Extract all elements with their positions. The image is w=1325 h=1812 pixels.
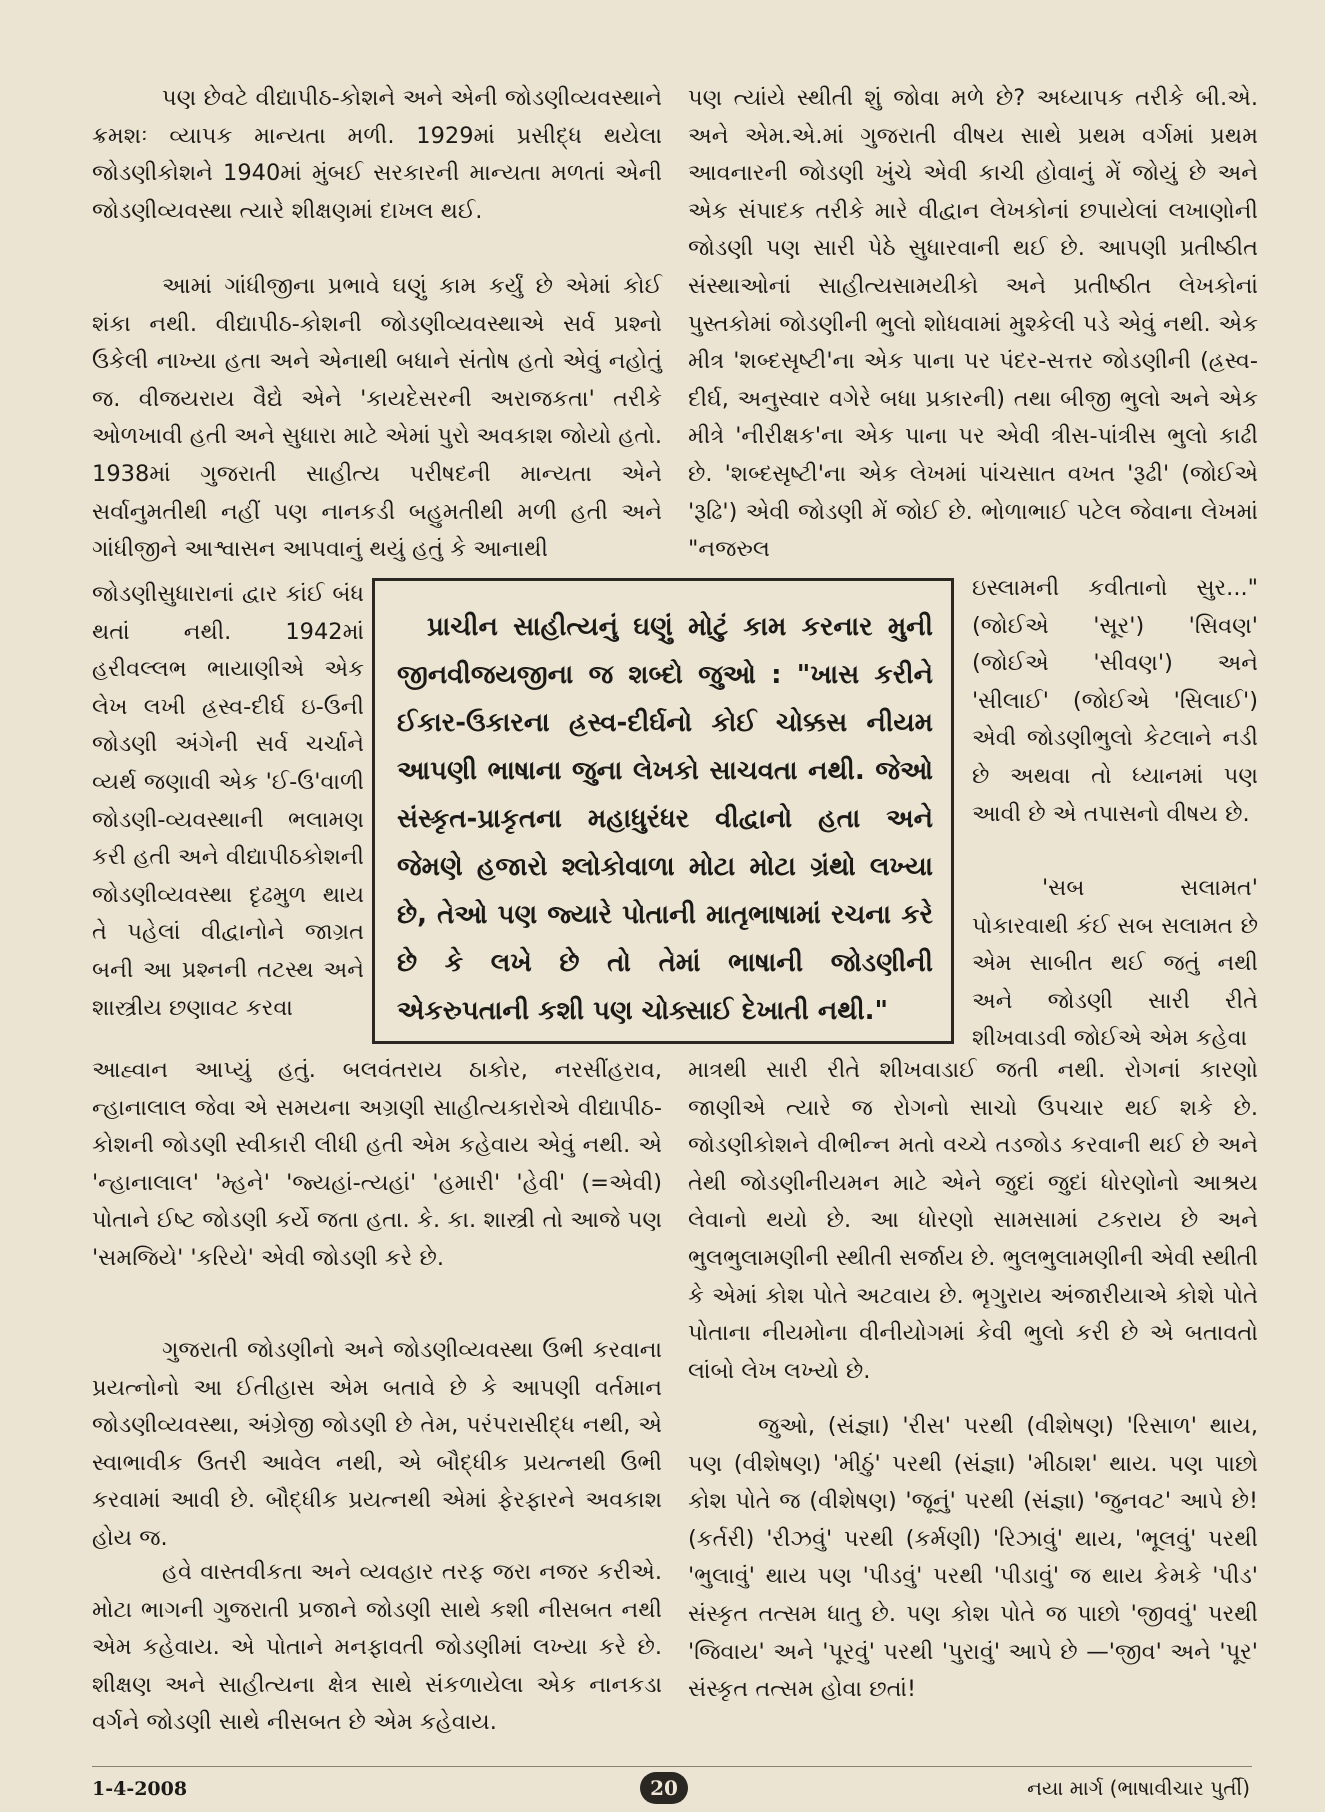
page-number-badge: 20: [640, 1772, 688, 1804]
right-paragraph-1: પણ ત્યાંયે સ્થીતી શું જોવા મળે છે? અધ્યાપક તરીકે બી.એ. અને એમ.એ.માં ગુજરાતી વીષય સાથે પ્રથમ વર્ગમાં પ્રથમ આવનારની જોડણી ખુંચે એવી કાચી હોવાનું મેં જોયું છે અને એક સંપાદક તરીકે મારે વીદ્વાન લેખકોનાં છપાયેલાં લખાણોની જોડણી પણ સારી પેઠે સુધારવાની થઈ છે. આપણી પ્રતીષ્ઠીત સંસ્થાઓનાં સાહીત્યસામયીકો અને પ્રતીષ્ઠીત લેખકોનાં પુસ્તકોમાં જોડણીની ભુલો શોધવામાં મુશ્કેલી પડે એવું નથી. એક મીત્ર 'શબ્દસૃષ્ટી'ના એક પાના પર પંદર-સત્તર જોડણીની (હ્રસ્વ-દીર્ઘ, અનુસ્વાર વગેરે બધા પ્રકારની) તથા બીજી ભુલો અને એક મીત્રે 'નીરીક્ષક'ના એક પાના પર એવી ત્રીસ-પાંત્રીસ ભુલો કાઢી છે. 'શબ્દસૃષ્ટી'ના એક લેખમાં પાંચસાત વખત 'રૂઢી' (જોઈએ 'રૂઢિ') એવી જોડણી મેં જોઈ છે. ભોળાભાઈ પટેલ જેવાના લેખમાં "નજરુલ: [688, 85, 1258, 563]
left-paragraph-4: હવે વાસ્તવીકતા અને વ્યવહાર તરફ જરા નજર કરીએ. મોટા ભાગની ગુજરાતી પ્રજાને જોડણી સાથે કશી નીસબત નથી એમ કહેવાય. એ પોતાને મનફાવતી જોડણીમાં લખ્યા કરે છે. શીક્ષણ અને સાહીત્યના ક્ષેત્ર સાથે સંકળાયેલા એક નાનકડા વર્ગને જોડણી સાથે નીસબત છે એમ કહેવાય.: [92, 1559, 662, 1736]
left-paragraph-2: આમાં ગાંધીજીના પ્રભાવે ઘણું કામ કર્યું છે એમાં કોઈ શંકા નથી. વીદ્યાપીઠ-કોશની જોડણીવ્યવસ્થાએ સર્વ પ્રશ્નો ઉકેલી નાખ્યા હતા અને એનાથી બધાને સંતોષ હતો એવું નહોતું જ. વીજયરાય વૈદ્યે એને 'કાયદેસરની અરાજકતા' તરીકે ઓળખાવી હતી અને સુધારા માટે એમાં પુરો અવકાશ જોયો હતો. 1938માં ગુજરાતી સાહીત્ય પરીષદની માન્યતા એને સર્વાનુમતીથી નહીં પણ નાનકડી બહુમતીથી મળી હતી અને ગાંધીજીને આશ્વાસન આપવાનું થયું હતું કે આનાથી: [92, 273, 662, 563]
magazine-title: નયા માર્ગ (ભાષાવીચાર પુર્તી): [1027, 1776, 1250, 1800]
left-paragraph-1: પણ છેવટે વીદ્યાપીઠ-કોશને અને એની જોડણીવ્યવસ્થાને ક્રમશઃ વ્યાપક માન્યતા મળી. 1929માં પ્રસીદ્ધ થયેલા જોડણીકોશને 1940માં મુંબઈ સરકારની માન્યતા મળતાં એની જોડણીવ્યવસ્થા ત્યારે શીક્ષણમાં દાખલ થઈ.: [92, 85, 662, 224]
right-paragraph-2-narrow: 'સબ સલામત' પોકારવાથી કંઈ સબ સલામત છે એમ સાબીત થઈ જતું નથી અને જોડણી સારી રીતે શીખવાડવી જોઈએ એમ કહેવા: [972, 875, 1258, 1052]
left-paragraph-2-narrow: જોડણીસુધારાનાં દ્વાર કાંઈ બંધ થતાં નથી. 1942માં હરીવલ્લભ ભાયાણીએ એક લેખ લખી હ્રસ્વ-દીર્ઘ ઇ-ઉની જોડણી અંગેની સર્વ ચર્ચાને વ્યર્થ જણાવી એક 'ઈ-ઉ'વાળી જોડણી-વ્યવસ્થાની ભલામણ કરી હતી અને વીદ્યાપીઠકોશની જોડણીવ્યવસ્થા દૃઢમુળ થાય તે પહેલાં વીદ્વાનોને જાગ્રત બની આ પ્રશ્નની તટસ્થ અને શાસ્ત્રીય છણાવટ કરવા: [92, 581, 364, 1021]
footer-date: 1-4-2008: [92, 1778, 188, 1800]
pull-quote-box: [372, 578, 954, 1044]
pull-quote-text: પ્રાચીન સાહીત્યનું ઘણું મોટું કામ કરનાર મુની જીનવીજયજીના જ શબ્દો જુઓ : "ખાસ કરીને ઈકાર-ઉકારના હ્રસ્વ-દીર્ઘનો કોઈ ચોક્કસ નીયમ આપણી ભાષાના જુના લેખકો સાચવતા નથી. જેઓ સંસ્કૃત-પ્રાકૃતના મહાધુરંધર વીદ્વાનો હતા અને જેમણે હજારો શ્લોકોવાળા મોટા મોટા ગ્રંથો લખ્યા છે, તેઓ પણ જ્યારે પોતાની માતૃભાષામાં રચના કરે છે કે લખે છે તો તેમાં ભાષાની જોડણીની એકરુપતાની કશી પણ ચોક્સાઈ દેખાતી નથી.": [397, 612, 933, 1026]
footer-divider: [92, 1766, 1252, 1767]
left-paragraph-2-continued: આહ્વાન આપ્યું હતું. બલવંતરાય ઠાકોર, નરસીંહરાવ, ન્હાનાલાલ જેવા એ સમયના અગ્રણી સાહીત્યકારોએ વીદ્યાપીઠ-કોશની જોડણી સ્વીકારી લીધી હતી એમ કહેવાય એવું નથી. એ 'ન્હાનાલાલ' 'મ્હને' 'જ્યહાં-ત્યહાં' 'હમારી' 'હેવી' (=એવી) પોતાને ઈષ્ટ જોડણી કર્યે જતા હતા. કે. કા. શાસ્ત્રી તો આજે પણ 'સમજિયે' 'કરિયે' એવી જોડણી કરે છે.: [92, 1057, 662, 1271]
right-paragraph-1-narrow: ઇસ્લામની કવીતાનો સુર..." (જોઈએ 'સૂર') 'સિવણ' (જોઈએ 'સીવણ') અને 'સીલાઈ' (જોઈએ 'સિલાઈ') એવી જોડણીભુલો કેટલાને નડી છે અથવા તો ધ્યાનમાં પણ આવી છે એ તપાસનો વીષય છે.: [972, 575, 1258, 827]
right-paragraph-3: જુઓ, (સંજ્ઞા) 'રીસ' પરથી (વીશેષણ) 'રિસાળ' થાય, પણ (વીશેષણ) 'મીઠું' પરથી (સંજ્ઞા) 'મીઠાશ' થાય. પણ પાછો કોશ પોતે જ (વીશેષણ) 'જૂનું' પરથી (સંજ્ઞા) 'જુનવટ' આપે છે! (કર્તરી) 'રીઝવું' પરથી (કર્મણી) 'રિઝાવું' થાય, 'ભૂલવું' પરથી 'ભુલાવું' થાય પણ 'પીડવું' પરથી 'પીડાવું' જ થાય કેમકે 'પીડ' સંસ્કૃત તત્સમ ધાતુ છે. પણ કોશ પોતે જ પાછો 'જીવવું' પરથી 'જિવાય' અને 'પૂરવું' પરથી 'પુરાવું' આપે છે —'જીવ' અને 'પૂર' સંસ્કૃત તત્સમ હોવા છતાં!: [688, 1413, 1258, 1703]
right-paragraph-2-continued: માત્રથી સારી રીતે શીખવાડાઈ જતી નથી. રોગનાં કારણો જાણીએ ત્યારે જ રોગનો સાચો ઉપચાર થઈ શકે છે. જોડણીકોશને વીભીન્ન મતો વચ્ચે તડજોડ કરવાની થઈ છે અને તેથી જોડણીનીયમન માટે એને જુદાં જુદાં ધોરણોનો આશ્રય લેવાનો થયો છે. આ ધોરણો સામસામાં ટકરાય છે અને ભુલભુલામણીની સ્થીતી સર્જાય છે. ભુલભુલામણીની એવી સ્થીતી કે એમાં કોશ પોતે અટવાય છે. ભૃગુરાય અંજારીયાએ કોશે પોતે પોતાના નીયમોના વીનીયોગમાં કેવી ભુલો કરી છે એ બતાવતો લાંબો લેખ લખ્યો છે.: [688, 1057, 1258, 1384]
left-paragraph-3: ગુજરાતી જોડણીનો અને જોડણીવ્યવસ્થા ઉભી કરવાના પ્રયત્નોનો આ ઈતીહાસ એમ બતાવે છે કે આપણી વર્તમાન જોડણીવ્યવસ્થા, અંગ્રેજી જોડણી છે તેમ, પરંપરાસીદ્ધ નથી, એ સ્વાભાવીક ઉતરી આવેલ નથી, એ બૌદ્ધીક પ્રયત્નથી ઉભી કરવામાં આવી છે. બૌદ્ધીક પ્રયત્નથી એમાં ફેરફારને અવકાશ હોય જ.: [92, 1337, 662, 1551]
